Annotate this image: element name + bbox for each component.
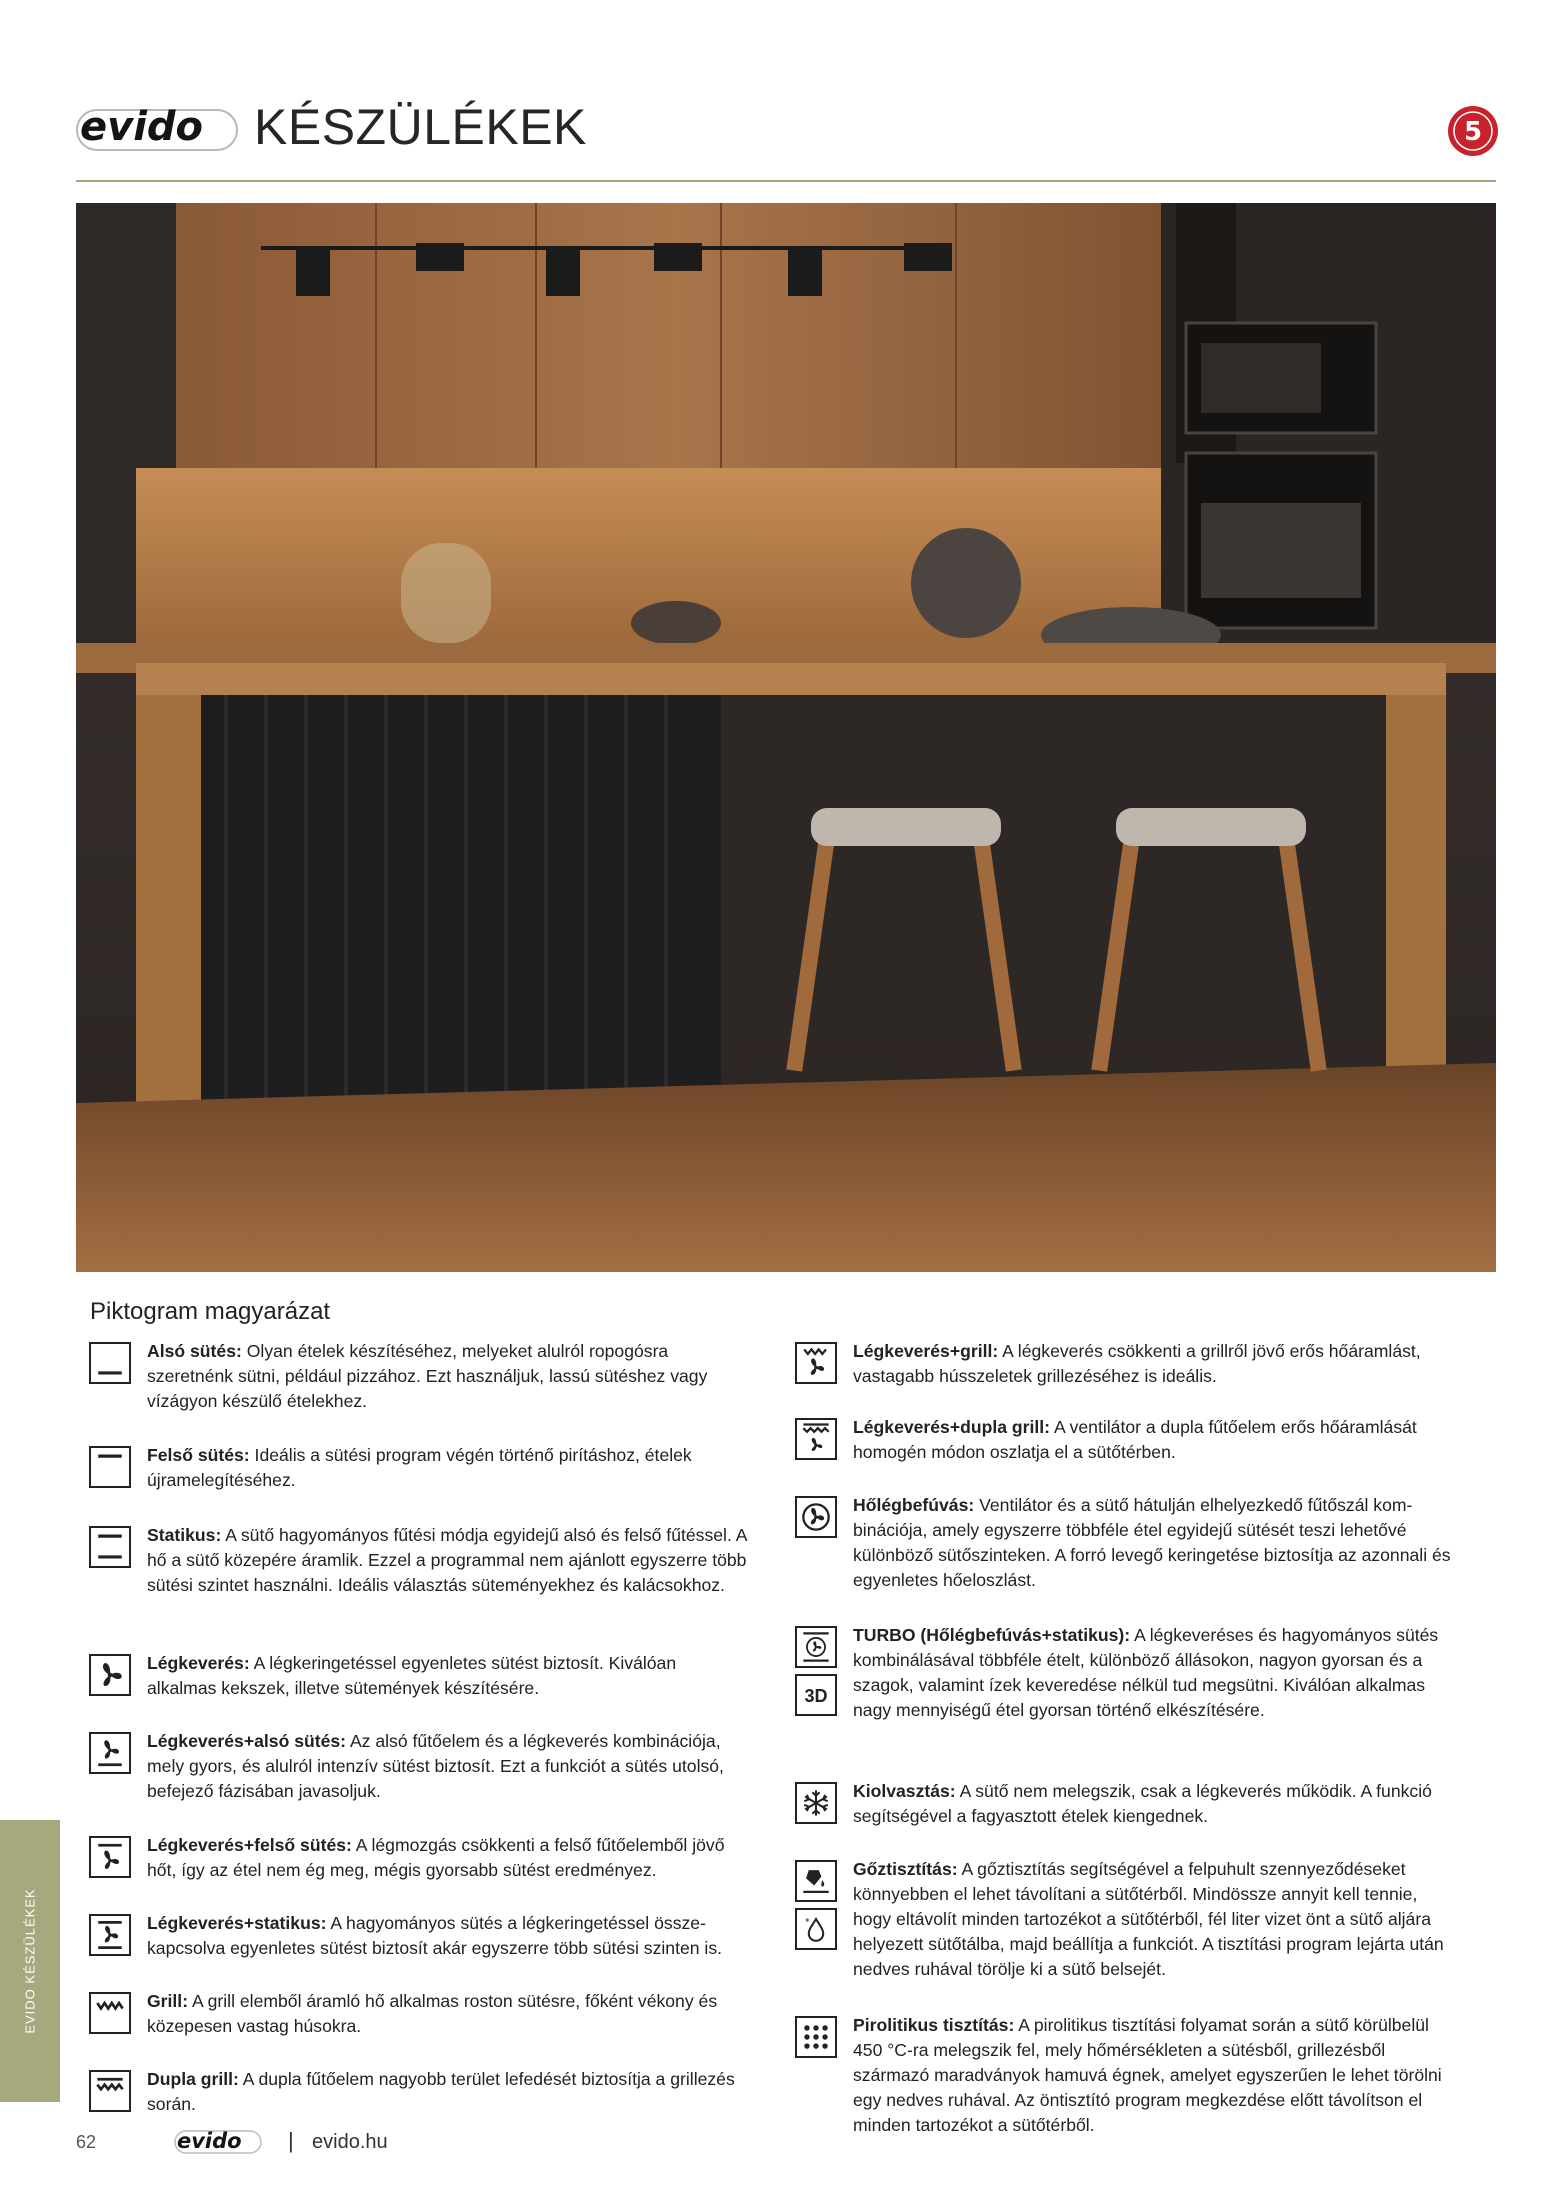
legend-label: Légkeverés+alsó sütés: <box>147 1731 347 1751</box>
legend-label: Felső sütés: <box>147 1445 250 1465</box>
pyrolytic-icon <box>795 2016 837 2058</box>
svg-text:3D: 3D <box>804 1686 828 1707</box>
legend-label: Alsó sütés: <box>147 1341 242 1361</box>
hot-air-icon <box>795 1496 837 1538</box>
section-side-tab <box>0 1820 60 2102</box>
fan-bottom-icon <box>89 1732 131 1774</box>
legend-label: Pirolitikus tisztítás: <box>853 2015 1015 2035</box>
legend-description: A hagyományos sütés a légkeringetéssel össze-kapcsolva egyenletes sütést biztosít akár egyszerre több sütési szinten is. <box>147 1913 723 1958</box>
legend-description: Ideális a sütési program végén történő pirításhoz, ételek újramelegítéséhez. <box>147 1445 692 1490</box>
legend-label: Kiolvasztás: <box>853 1781 956 1801</box>
header-divider <box>76 180 1496 182</box>
footer-separator: | <box>288 2128 294 2153</box>
page-number: 62 <box>76 2132 97 2152</box>
svg-text:evido: evido <box>177 2129 242 2153</box>
steam-clean-icon <box>795 1860 837 1902</box>
legend-description: A légkeveréses és hagyományos sütés kombinálásával többféle ételt, különböző állásokon, nagyon gyorsan és a szagok, valamint ízek keveredése nélkül tud megsütni. Kiválóan alkalmas nagy mennyiségű étel gyorsan történő elkészítésére. <box>853 1625 1439 1720</box>
page-header <box>76 96 1496 166</box>
legend-label: Grill: <box>147 1991 189 2011</box>
water-drop-icon <box>795 1908 837 1950</box>
side-tab-label: EVIDO KÉSZÜLÉKEK <box>22 1888 38 2034</box>
svg-text:evido: evido <box>80 104 204 150</box>
fan-grill-icon <box>795 1342 837 1384</box>
footer-evido-logo <box>174 2128 262 2156</box>
bottom-heat-icon <box>89 1342 131 1384</box>
website-link[interactable]: evido.hu <box>312 2131 388 2153</box>
kitchen-photo <box>76 203 1496 1272</box>
legend-description: A gőztisztítás segítségével a felpuhult szennyeződéseket könnyebben el lehet távolítani a sütőtérből. Mindössze annyit kell tennie, hogy eltávolít minden tartozékot a sütőtérből, fél liter vizet önt a sütő aljára helyezett sütőtálba, majd beállítja a funkciót. A tisztítási program lejárta után nedves ruhával törölje ki a sütő belsejét. <box>853 1859 1444 1979</box>
evido-logo <box>76 104 238 154</box>
static-icon <box>89 1526 131 1568</box>
turbo-icon <box>795 1626 837 1668</box>
legend-label: Dupla grill: <box>147 2069 239 2089</box>
top-heat-icon <box>89 1446 131 1488</box>
page-title: KÉSZÜLÉKEK <box>254 99 587 155</box>
legend-label: Gőztisztítás: <box>853 1859 958 1879</box>
legend-label: Légkeverés+felső sütés: <box>147 1835 352 1855</box>
fan-double-grill-icon <box>795 1418 837 1460</box>
3d-icon <box>795 1674 837 1716</box>
legend-description: A dupla fűtőelem nagyobb terület lefedését biztosítja a grillezés során. <box>147 2069 735 2114</box>
legend-description: A ventilátor a dupla fűtőelem erős hőáramlását homogén módon oszlatja el a sütőtérben. <box>853 1417 1417 1462</box>
double-grill-icon <box>89 2070 131 2112</box>
legend-description: Az alsó fűtőelem és a légkeverés kombinációja, mely gyors, és alulról intenzív sütést biztosít. Ezt a funkciót a sütés utolsó, befejező fázisában javasoljuk. <box>147 1731 724 1801</box>
legend-description: A légkeverés csökkenti a grillről jövő erős hőáramlást, vastagabb hússzeletek grillezéséhez is ideális. <box>853 1341 1421 1386</box>
legend-description: A légmozgás csökkenti a felső fűtőelemből jövő hőt, így az étel nem ég meg, mégis gyorsabb sütést eredményez. <box>147 1835 725 1880</box>
legend-description: A pirolitikus tisztítási folyamat során a sütő körülbelül 450 °C-ra melegszik fel, mely hőmérsékleten a sütésből, grillezésből származó maradványok hamuvá égnek, amelyet egyszerűen le lehet törölni egy nedves ruhával. Az öntisztító program megkezdése előtt távolítson el minden tartozékot a sütőtérből. <box>853 2015 1442 2135</box>
fan-icon <box>89 1654 131 1696</box>
page-footer <box>76 2128 676 2158</box>
legend-description: A légkeringetéssel egyenletes sütést biztosít. Kiválóan alkalmas kekszek, illetve sütemények készítésére. <box>147 1653 677 1698</box>
legend-description: A sütő hagyományos fűtési módja egyidejű alsó és felső fűtéssel. A hő a sütő közepére áramlik. Ezzel a programmal nem ajánlott egyszerre több sütési szintet használni. Ideális választás süteményekhez és kalácsokhoz. <box>147 1525 747 1595</box>
legend-label: Légkeverés+dupla grill: <box>853 1417 1051 1437</box>
legend-description: Olyan ételek készítéséhez, melyeket alulról ropogósra szeretnénk sütni, például pizzához. Ezt használjuk, lassú sütéshez vagy vízágyon készülő ételekhez. <box>147 1341 708 1411</box>
fan-top-icon <box>89 1836 131 1878</box>
fan-static-icon <box>89 1914 131 1956</box>
svg-text:*: * <box>805 1917 810 1928</box>
legend-label: Statikus: <box>147 1525 222 1545</box>
warranty-badge-icon <box>1446 104 1500 158</box>
legend-label: Hőlégbefúvás: <box>853 1495 975 1515</box>
legend-title: Piktogram magyarázat <box>90 1298 331 1325</box>
legend-label: Légkeverés: <box>147 1653 250 1673</box>
legend-label: Légkeverés+statikus: <box>147 1913 327 1933</box>
legend-description: A grill elemből áramló hő alkalmas roston sütésre, főként vékony és közepesen vastag húsokra. <box>147 1991 718 2036</box>
grill-icon <box>89 1992 131 2034</box>
legend-description: A sütő nem melegszik, csak a légkeverés működik. A funkció segítségével a fagyasztott ételek kiengednek. <box>853 1781 1432 1826</box>
legend-label: Légkeverés+grill: <box>853 1341 999 1361</box>
svg-text:5: 5 <box>1463 117 1483 147</box>
legend-label: TURBO (Hőlégbefúvás+statikus): <box>853 1625 1131 1645</box>
defrost-icon <box>795 1782 837 1824</box>
legend-description: Ventilátor és a sütő hátulján elhelyezkedő fűtőszál kom-binációja, amely egyszerre többféle étel egyidejű sütését teszi lehetővé különböző sütőszinteken. A forró levegő keringetése biztosítja az azonnali és egyenletes hőeloszlást. <box>853 1495 1451 1590</box>
